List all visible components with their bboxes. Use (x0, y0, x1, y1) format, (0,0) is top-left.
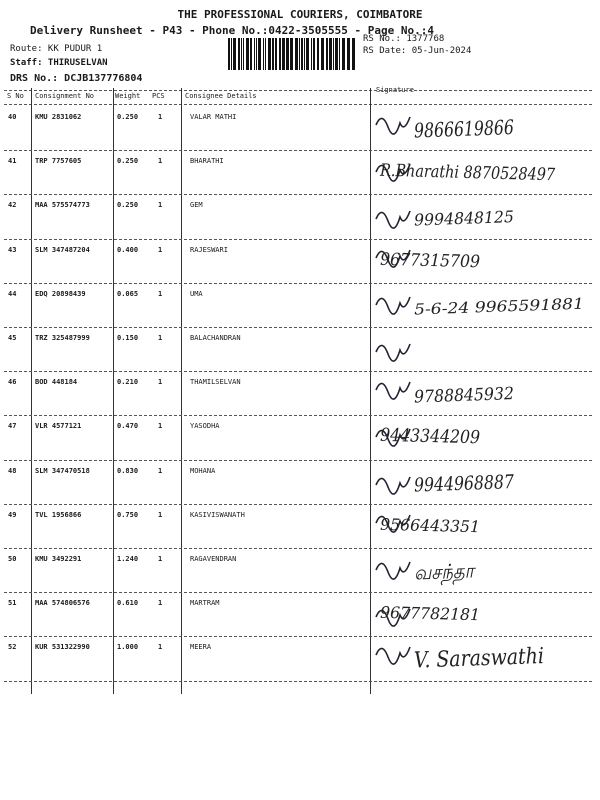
table-row (0, 107, 600, 151)
barcode-bar (299, 38, 300, 70)
barcode-bar (246, 38, 249, 70)
barcode-bar (258, 38, 261, 70)
table-row (0, 637, 600, 681)
company-title: THE PROFESSIONAL COURIERS, COIMBATORE (177, 8, 423, 21)
table-row (0, 372, 600, 416)
handwritten-signature (370, 151, 590, 195)
serial-number: 41 (8, 157, 17, 166)
barcode-bar (282, 38, 285, 70)
table-row (0, 549, 600, 593)
consignment-number: KMU 2831062 (35, 113, 82, 121)
table-row (0, 240, 600, 284)
consignment-number: TRP 7757605 (35, 157, 82, 166)
barcode-bar (279, 38, 281, 70)
barcode-bar (347, 38, 350, 70)
consignment-number: MAA 574806576 (35, 599, 90, 608)
signature-scribble (376, 344, 410, 361)
pieces-count: 1 (158, 334, 163, 342)
handwritten-signature (370, 284, 590, 328)
pieces-count: 1 (158, 466, 163, 475)
barcode-bar (326, 38, 328, 70)
table-row (0, 328, 600, 372)
col-weight: Weight (115, 92, 141, 100)
handwritten-signature (370, 372, 590, 416)
barcode-bar (238, 38, 240, 70)
table-row (0, 505, 600, 549)
barcode-bar (301, 38, 303, 70)
barcode-bar (295, 38, 298, 70)
barcode-bar (335, 38, 338, 70)
handwritten-signature (370, 593, 590, 637)
consignment-number: BOD 448184 (35, 378, 78, 387)
serial-number: 49 (8, 510, 17, 519)
handwritten-signature (370, 549, 590, 593)
table-row (0, 593, 600, 637)
barcode-bar (256, 38, 257, 70)
barcode-bar (241, 38, 242, 70)
pieces-count: 1 (158, 599, 163, 608)
weight-value: 0.750 (117, 510, 139, 519)
barcode-bar (304, 38, 305, 70)
signature-scribble (376, 477, 410, 494)
pieces-count: 1 (158, 289, 163, 298)
signature-text: 9994848125 (413, 207, 517, 230)
barcode-bar (254, 38, 255, 70)
weight-value: 0.830 (117, 466, 139, 475)
signature-scribble (376, 117, 410, 134)
col-signature: Signature (376, 86, 414, 94)
consignee-name: RAJESWARI (190, 245, 228, 254)
table-row (0, 151, 600, 195)
consignee-name: BALACHANDRAN (190, 334, 241, 342)
handwritten-signature (370, 328, 590, 372)
serial-number: 52 (8, 643, 17, 652)
weight-value: 0.250 (117, 157, 139, 166)
weight-value: 0.470 (117, 422, 139, 431)
header-top-rule (4, 90, 592, 91)
consignee-name: BHARATHI (190, 157, 224, 166)
handwritten-signature (370, 195, 590, 239)
signature-text: 9443344209 (379, 425, 495, 450)
pieces-count: 1 (158, 157, 163, 166)
consignment-number: SLM 347470518 (35, 466, 90, 475)
barcode-bar (243, 38, 244, 70)
col-sno: S No (7, 92, 24, 100)
barcode-bar (329, 38, 332, 70)
handwritten-signature (370, 461, 590, 505)
signature-scribble (376, 647, 410, 664)
handwritten-signature (370, 505, 590, 549)
signature-scribble (376, 562, 410, 579)
barcode-bar (265, 38, 266, 70)
consignee-name: MEERA (190, 643, 212, 652)
col-pcs: PCS (152, 92, 165, 100)
barcode-bar (339, 38, 340, 70)
signature-text: 9677315709 (379, 249, 489, 273)
signature-scribble (376, 382, 410, 399)
barcode-bar (275, 38, 277, 70)
barcode-bar (290, 38, 293, 70)
signature-text: R.Bharathi 8870528497 (379, 160, 588, 187)
consignee-name: YASODHA (190, 422, 220, 431)
weight-value: 0.250 (117, 201, 139, 210)
drs-number: DRS No.: DCJB137776804 (10, 73, 143, 84)
serial-number: 50 (8, 555, 17, 563)
barcode-bar (263, 38, 264, 70)
table-row (0, 461, 600, 505)
consignment-number: TVL 1956866 (35, 510, 82, 519)
pieces-count: 1 (158, 378, 163, 387)
signature-text: வசந்தா (413, 558, 481, 585)
signature-text: 9566443351 (379, 514, 483, 537)
rs-date: RS Date: 05-Jun-2024 (363, 46, 472, 56)
barcode-bar (333, 38, 334, 70)
consignee-name: KASIVISWANATH (190, 510, 245, 519)
consignee-name: MOHANA (190, 466, 216, 475)
col-consignment: Consignment No (35, 92, 95, 100)
consignment-number: MAA 575574773 (35, 201, 90, 210)
weight-value: 0.400 (117, 245, 139, 254)
pieces-count: 1 (158, 643, 163, 652)
consignment-number: VLR 4577121 (35, 422, 82, 431)
barcode-bar (342, 38, 345, 70)
signature-text: 9788845932 (413, 383, 523, 408)
serial-number: 45 (8, 334, 17, 342)
row-divider (4, 681, 592, 682)
barcode-bar (352, 38, 355, 70)
weight-value: 0.610 (117, 599, 139, 608)
barcode-bar (311, 38, 312, 70)
barcode-bar (250, 38, 252, 70)
barcode-bar (231, 38, 232, 70)
consignee-name: RAGAVENDRAN (190, 555, 237, 563)
pieces-count: 1 (158, 245, 163, 254)
barcode-bar (286, 38, 289, 70)
weight-value: 0.210 (117, 378, 139, 387)
consignment-number: SLM 347487204 (35, 245, 90, 254)
staff-label: Staff: THIRUSELVAN (10, 58, 108, 68)
serial-number: 44 (8, 289, 17, 298)
weight-value: 1.240 (117, 555, 139, 563)
handwritten-signature (370, 240, 590, 284)
serial-number: 46 (8, 378, 17, 387)
pieces-count: 1 (158, 113, 163, 121)
signature-text: V. Saraswathi (413, 643, 566, 674)
signature-scribble (376, 297, 410, 314)
header-bottom-rule (4, 104, 592, 105)
handwritten-signature (370, 637, 590, 681)
col-consignee: Consignee Details (185, 92, 257, 100)
barcode-bar (228, 38, 230, 70)
barcode (228, 38, 356, 70)
runsheet-title: Delivery Runsheet - P43 - Phone No.:0422-3505555 - Page No.:4 (30, 24, 434, 37)
weight-value: 0.150 (117, 334, 139, 342)
consignee-name: UMA (190, 289, 203, 298)
consignment-number: KMU 3492291 (35, 555, 82, 563)
serial-number: 48 (8, 466, 17, 475)
consignee-name: VALAR MATHI (190, 113, 237, 121)
barcode-bar (272, 38, 274, 70)
barcode-bar (317, 38, 319, 70)
signature-text: 5-6-24 9965591881 (413, 295, 563, 319)
barcode-bar (321, 38, 324, 70)
weight-value: 0.065 (117, 289, 139, 298)
signature-text: 9866619866 (413, 114, 542, 143)
barcode-bar (313, 38, 315, 70)
pieces-count: 1 (158, 510, 163, 519)
pieces-count: 1 (158, 422, 163, 431)
table-row (0, 195, 600, 239)
consignee-name: THAMILSELVAN (190, 378, 241, 387)
serial-number: 51 (8, 599, 17, 608)
weight-value: 0.250 (117, 113, 139, 121)
barcode-bar (268, 38, 271, 70)
serial-number: 43 (8, 245, 17, 254)
consignment-number: EDQ 20898439 (35, 289, 86, 298)
handwritten-signature (370, 416, 590, 460)
consignment-number: KUR 531322990 (35, 643, 90, 652)
pieces-count: 1 (158, 555, 163, 563)
rs-number: RS No.: 1377768 (363, 34, 445, 44)
serial-number: 40 (8, 113, 17, 121)
route-label: Route: KK PUDUR 1 (10, 44, 103, 54)
consignment-number: TRZ 325487999 (35, 334, 90, 342)
signature-scribble (376, 211, 410, 228)
barcode-bar (306, 38, 309, 70)
handwritten-signature (370, 107, 590, 151)
consignee-name: GEM (190, 201, 203, 210)
serial-number: 47 (8, 422, 17, 431)
signature-text: 9944968887 (413, 469, 536, 497)
table-row (0, 284, 600, 328)
pieces-count: 1 (158, 201, 163, 210)
table-row (0, 416, 600, 460)
consignee-name: MARTRAM (190, 599, 220, 608)
serial-number: 42 (8, 201, 17, 210)
signature-text: 9677782181 (379, 602, 483, 625)
barcode-bar (233, 38, 236, 70)
weight-value: 1.000 (117, 643, 139, 652)
